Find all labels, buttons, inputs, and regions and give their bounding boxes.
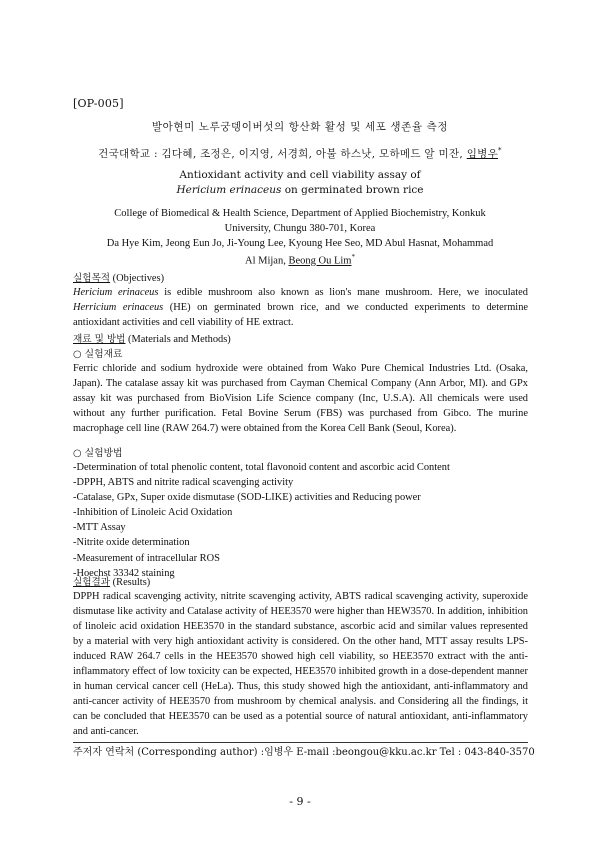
objectives-paragraph xyxy=(73,285,528,330)
english-corresponding-mark: * xyxy=(351,253,355,261)
abstract-code: [OP-005] xyxy=(73,97,124,110)
english-title-line2 xyxy=(0,184,600,196)
list-item: -Hoechst 33342 staining xyxy=(73,567,175,579)
korean-authors xyxy=(0,146,600,161)
korean-corresponding-author: 임병우 xyxy=(466,148,499,160)
english-corresponding-author: Beong Ou Lim xyxy=(288,255,352,267)
materials-heading xyxy=(73,331,231,345)
english-title-species: Hericium erinaceus xyxy=(176,184,282,196)
list-item: -Catalase, GPx, Super oxide dismutase (SOD-LIKE) activities and Reducing power xyxy=(73,492,421,504)
objectives-heading xyxy=(73,270,164,284)
korean-authors-list: 건국대학교 : 김다혜, 조정은, 이지영, 서경희, 아불 하스낫, 모하메드 알 미잔, xyxy=(98,148,467,160)
materials-subheading: ○ 실험재료 xyxy=(73,349,123,360)
page-number: - 9 - xyxy=(289,795,311,808)
objectives-heading-en: (Objectives) xyxy=(110,273,165,284)
results-heading-kr: 실험결과 xyxy=(73,577,111,588)
methods-subheading: ○ 실험방법 xyxy=(73,448,123,459)
english-authors-prefix: Al Mijan, xyxy=(245,255,289,267)
list-item: -Inhibition of Linoleic Acid Oxidation xyxy=(73,507,233,519)
results-paragraph: DPPH radical scavenging activity, nitrite scavenging activity, ABTS radical scavenging activity, superoxide dismutase like activity and Catalase activity of HEE3570 were higher than HEW3570. In addition, inhibition of linoleic acid oxidation HEE3570 in the standard substance, ascorbic acid and similar values represented by a material with very high antioxidant activity is considered. On the other hand, MTT assay results LPS-induced RAW 264.7 cells in the HEE3570 showed high cell viability, so HEE3570 extract with the anti-inflammatory effect of low toxicity can be expected, HEE3570 inhibited growth in a dose-dependent manner in human cervical cancer cell (HeLa). Thus, this study showed high the antioxidant, anti-inflammatory and anti-cancer activity of HEE3570 from mushroom by chemical analysis. and Considering all the findings, it can be concluded that HEE3570 can be used as a potential source of natural antioxidant, anti-inflammatory and anti-cancer. xyxy=(73,591,528,737)
affiliation-line1: College of Biomedical & Health Science, Department of Applied Biochemistry, Konkuk xyxy=(114,208,486,219)
objectives-species-1: Hericium erinaceus xyxy=(73,287,159,298)
english-title-line1: Antioxidant activity and cell viability assay of xyxy=(179,169,421,181)
list-item: -Measurement of intracellular ROS xyxy=(73,552,220,564)
list-item: -Nitrite oxide determination xyxy=(73,537,190,549)
materials-paragraph: Ferric chloride and sodium hydroxide were obtained from Wako Pure Chemical Industries Ltd. (Osaka, Japan). The catalase assay kit was purchased from Cayman Chemical Company (Ann Arbor, MI). and GPx assay kit was purchased from BioVision Life Science company (Inc, U.S.A). All chemicals were used without any further purification. Fetal Bovine Serum (FBS) was purchased from Gibco. The murine macrophage cell line (RAW 264.7) were obtained from the Korea Cell Bank (Seoul, Korea). xyxy=(73,363,528,434)
methods-list xyxy=(73,460,528,581)
korean-corresponding-mark: * xyxy=(498,146,502,155)
list-item: -DPPH, ABTS and nitrite radical scavenging activity xyxy=(73,477,294,489)
english-authors-line1: Da Hye Kim, Jeong Eun Jo, Ji-Young Lee, Kyoung Hee Seo, MD Abul Hasnat, Mohammad xyxy=(106,238,494,249)
materials-heading-kr: 재료 및 방법 xyxy=(73,334,126,345)
objectives-heading-kr: 실험목적 xyxy=(73,273,111,284)
results-heading xyxy=(73,574,150,588)
english-title-rest: on germinated brown rice xyxy=(281,184,424,196)
objectives-text-b: (HE) on germinated brown rice, and we conducted experiments to determine antioxidant activities and cell viability of HE extract. xyxy=(73,302,529,328)
corresponding-author-contact: 주저자 연락처 (Corresponding author) :임병우 E-mail :beongou@kku.ac.kr Tel : 043-840-3570 xyxy=(73,747,535,758)
list-item: -MTT Assay xyxy=(73,522,126,534)
affiliation-line2: University, Chungu 380-701, Korea xyxy=(224,223,376,234)
results-heading-en: (Results) xyxy=(110,577,151,588)
english-authors-line2 xyxy=(0,253,600,267)
objectives-species-2: Herricium erinaceus xyxy=(73,302,164,313)
objectives-text-a: is edible mushroom also known as lion's mane mushroom. Here, we inoculated xyxy=(158,287,528,298)
materials-heading-en: (Materials and Methods) xyxy=(125,334,231,345)
list-item: -Determination of total phenolic content, total flavonoid content and ascorbic acid Content xyxy=(73,462,450,473)
korean-title: 발아현미 노루궁뎅이버섯의 항산화 활성 및 세포 생존율 측정 xyxy=(151,121,449,133)
